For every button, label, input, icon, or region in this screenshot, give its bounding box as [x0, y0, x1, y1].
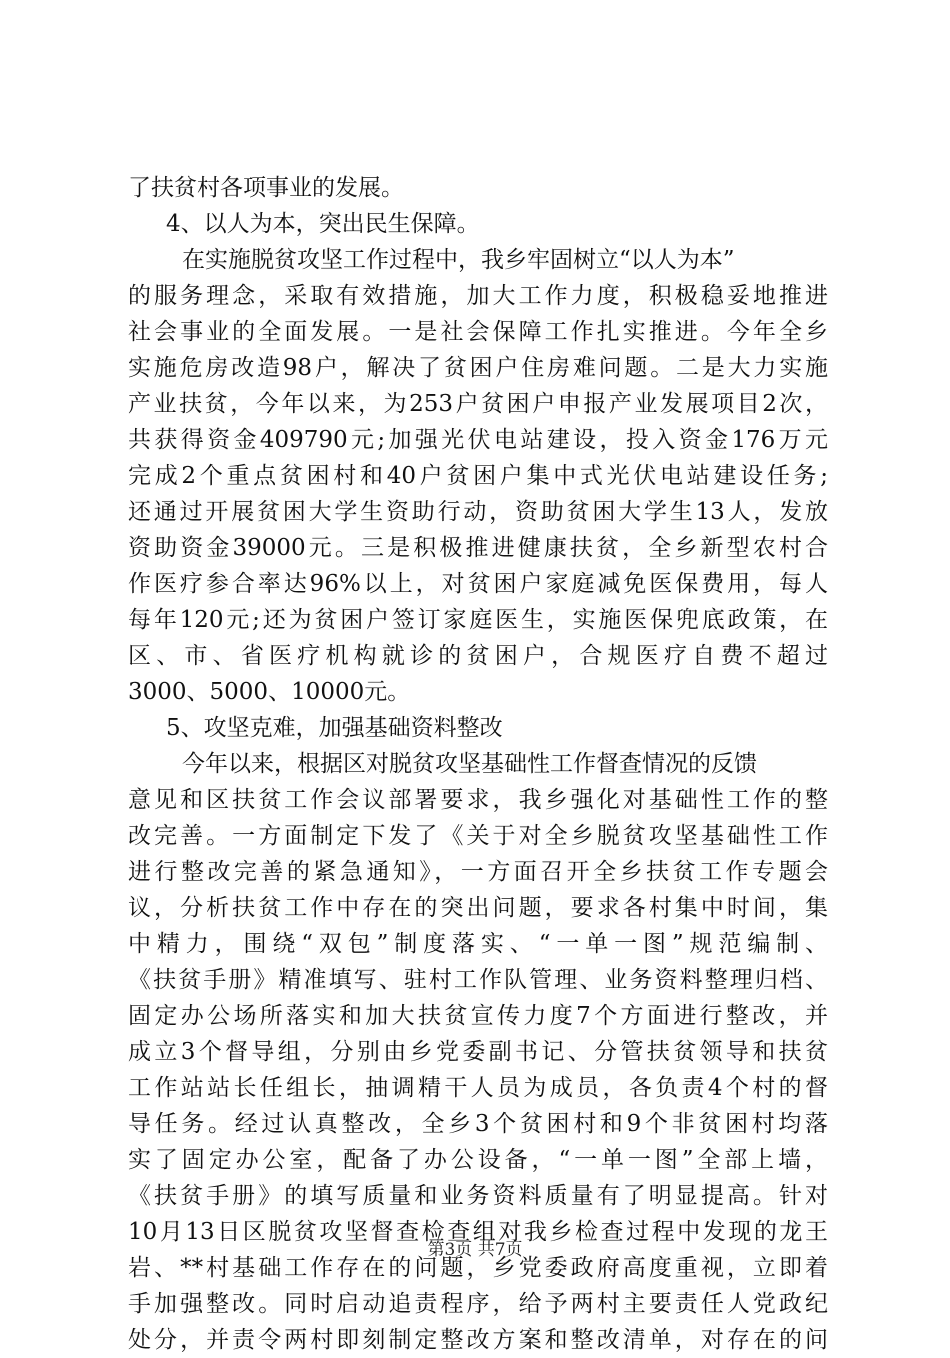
text-line: 每年120元;还为贫困户签订家庭医生，实施医保兜底政策，在 [128, 607, 828, 633]
text-line: 了扶贫村各项事业的发展。 [128, 175, 404, 201]
text-line: 3000、5000、10000元。 [128, 679, 411, 705]
text-line: 《扶贫手册》的填写质量和业务资料质量有了明显提高。针对 [128, 1183, 828, 1209]
text-line: 进行整改完善的紧急通知》，一方面召开全乡扶贫工作专题会 [128, 859, 828, 885]
text-line: 在实施脱贫攻坚工作过程中，我乡牢固树立“以人为本” [182, 247, 735, 273]
text-line: 中精力，围绕“双包”制度落实、“一单一图”规范编制、 [128, 931, 828, 957]
text-line: 岩、**村基础工作存在的问题，乡党委政府高度重视，立即着 [128, 1255, 828, 1281]
text-line: 产业扶贫，今年以来，为253户贫困户申报产业发展项目2次， [128, 391, 828, 417]
text-line: 区、市、省医疗机构就诊的贫困户，合规医疗自费不超过 [128, 643, 828, 669]
text-line: 意见和区扶贫工作会议部署要求，我乡强化对基础性工作的整 [128, 787, 828, 813]
text-line: 实了固定办公室，配备了办公设备，“一单一图”全部上墙， [128, 1147, 828, 1173]
text-line: 完成2个重点贫困村和40户贫困户集中式光伏电站建设任务; [128, 463, 828, 489]
text-line: 实施危房改造98户，解决了贫困户住房难问题。二是大力实施 [128, 355, 828, 381]
text-line: 的服务理念，采取有效措施，加大工作力度，积极稳妥地推进 [128, 283, 828, 309]
text-line: 导任务。经过认真整改，全乡3个贫困村和9个非贫困村均落 [128, 1111, 828, 1137]
page-footer: 第3页 共7页 [427, 1240, 523, 1260]
section-heading: 4、以人为本，突出民生保障。 [166, 211, 480, 237]
text-line: 固定办公场所落实和加大扶贫宣传力度7个方面进行整改，并 [128, 1003, 828, 1029]
text-line: 《扶贫手册》精准填写、驻村工作队管理、业务资料整理归档、 [128, 967, 828, 993]
text-line: 议，分析扶贫工作中存在的突出问题，要求各村集中时间，集 [128, 895, 828, 921]
section-heading: 5、攻坚克难，加强基础资料整改 [166, 715, 503, 741]
text-line: 手加强整改。同时启动追责程序，给予两村主要责任人党政纪 [128, 1291, 828, 1317]
text-line: 10月13日区脱贫攻坚督查检查组对我乡检查过程中发现的龙王 [128, 1219, 828, 1245]
text-line: 共获得资金409790元;加强光伏电站建设，投入资金176万元 [128, 427, 828, 453]
body-text [128, 170, 828, 1358]
text-line: 处分，并责令两村即刻制定整改方案和整改清单，对存在的问 [128, 1327, 828, 1353]
text-line: 作医疗参合率达96%以上，对贫困户家庭减免医保费用，每人 [128, 571, 828, 597]
text-line: 今年以来，根据区对脱贫攻坚基础性工作督查情况的反馈 [182, 751, 757, 777]
text-line: 资助资金39000元。三是积极推进健康扶贫，全乡新型农村合 [128, 535, 828, 561]
text-line: 工作站站长任组长，抽调精干人员为成员，各负责4个村的督 [128, 1075, 828, 1101]
text-line: 还通过开展贫困大学生资助行动，资助贫困大学生13人，发放 [128, 499, 828, 525]
text-line: 社会事业的全面发展。一是社会保障工作扎实推进。今年全乡 [128, 319, 828, 345]
text-line: 改完善。一方面制定下发了《关于对全乡脱贫攻坚基础性工作 [128, 823, 828, 849]
text-line: 成立3个督导组，分别由乡党委副书记、分管扶贫领导和扶贫 [128, 1039, 828, 1065]
